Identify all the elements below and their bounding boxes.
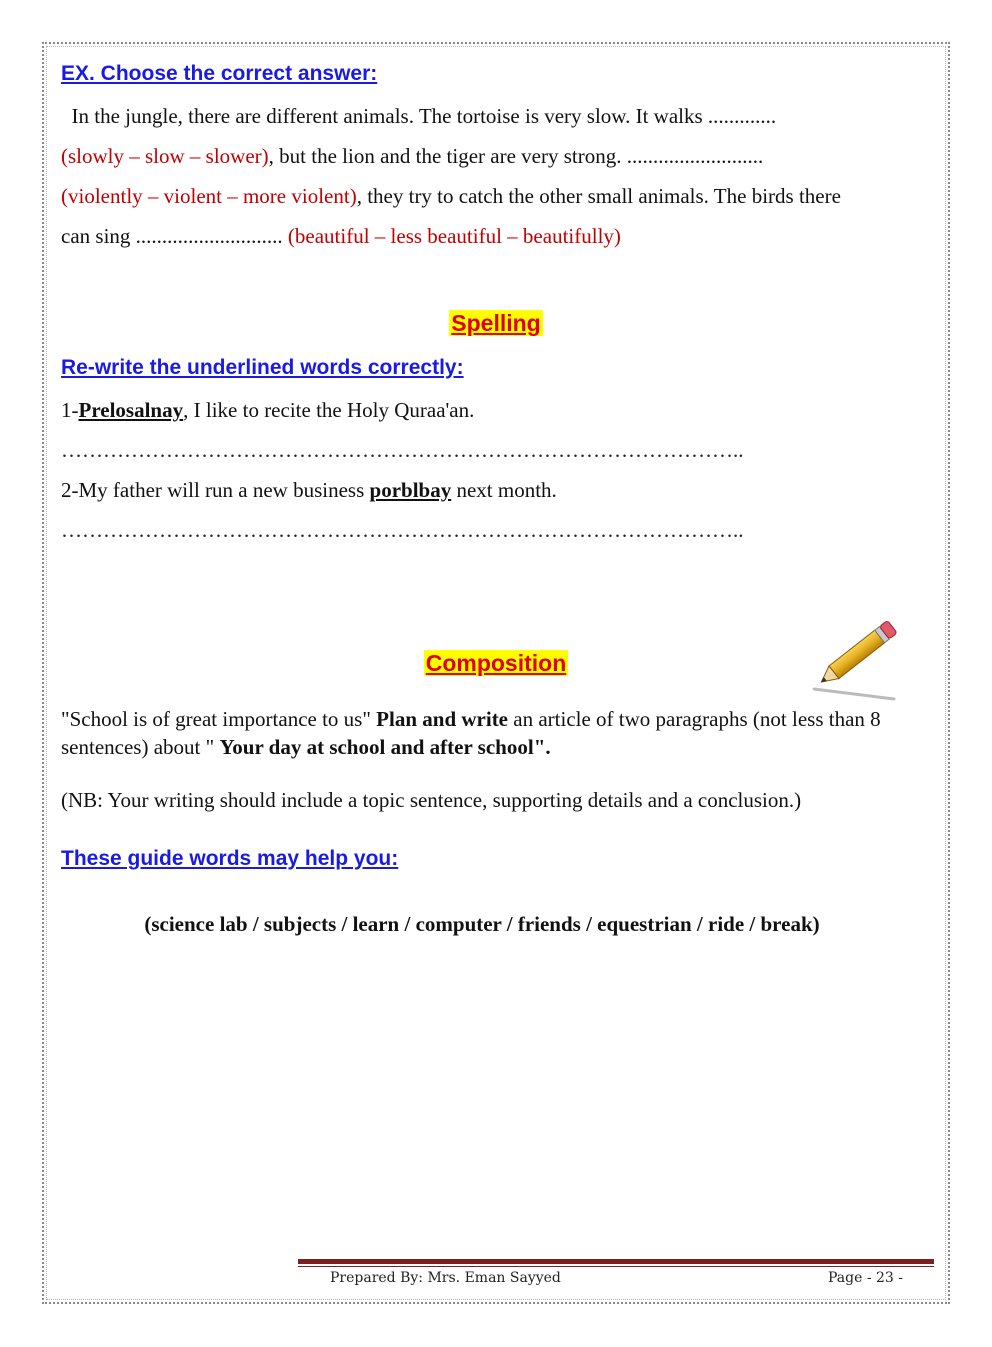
prompt-topic: Your day at school and after school". <box>219 735 551 759</box>
composition-prompt <box>61 705 931 761</box>
footer-prepared-by: Prepared By: Mrs. Eman Sayyed <box>330 1270 561 1286</box>
guide-heading: These guide words may help you: <box>61 847 399 870</box>
footer-rule <box>298 1259 934 1264</box>
answer-line-1[interactable]: …………………………………………………………………………………….. <box>61 438 744 462</box>
spelling-title-row <box>0 310 992 337</box>
exercise-line-1 <box>61 96 941 136</box>
prompt-instruction: Plan and write <box>376 707 509 731</box>
item-2-text-start: 2-My father will run a new business <box>61 478 370 502</box>
exercise-line-3 <box>61 176 941 216</box>
item-2-text-end: next month. <box>451 478 557 502</box>
options-1: (slowly – slow – slower) <box>61 144 269 168</box>
exercise-line-1-text: In the jungle, there are different animals. The tortoise is very slow. It walks ............. <box>71 104 777 128</box>
prompt-quote: "School is of great importance to us" <box>61 707 377 731</box>
options-2: (violently – violent – more violent) <box>61 184 357 208</box>
spelling-item-2 <box>61 470 941 510</box>
exercise-line-2-text: , but the lion and the tiger are very strong. .......................... <box>268 144 764 168</box>
exercise-heading: EX. Choose the correct answer: <box>61 62 378 85</box>
pencil-icon <box>806 615 906 703</box>
item-1-text: , I like to recite the Holy Quraa'an. <box>183 398 475 422</box>
exercise-line-2 <box>61 136 941 176</box>
spelling-heading: Re-write the underlined words correctly: <box>61 356 464 379</box>
prompt-middle: an article of two paragraphs (not less than 8 sentences) about " <box>61 707 881 759</box>
exercise-paragraph <box>61 96 941 256</box>
exercise-line-4-text: can sing ............................ <box>61 224 288 248</box>
composition-note: (NB: Your writing should include a topic sentence, supporting details and a conclusion.) <box>61 788 802 812</box>
guide-words: (science lab / subjects / learn / computer / friends / equestrian / ride / break) <box>144 912 820 936</box>
misspelled-word-2: porblbay <box>369 478 452 502</box>
spelling-items <box>61 390 941 550</box>
footer-rule-thin <box>298 1266 934 1267</box>
item-1-number: 1- <box>61 398 79 422</box>
options-3: (beautiful – less beautiful – beautifully) <box>287 224 621 248</box>
spelling-item-1 <box>61 390 941 430</box>
spelling-title: Spelling <box>451 310 541 336</box>
composition-title: Composition <box>425 650 567 676</box>
exercise-line-4 <box>61 216 941 256</box>
misspelled-word-1: Prelosalnay <box>78 398 184 422</box>
exercise-line-3-text: , they try to catch the other small animals. The birds there <box>356 184 841 208</box>
answer-line-2[interactable]: …………………………………………………………………………………….. <box>61 518 744 542</box>
page-number: Page - 23 - <box>828 1270 904 1286</box>
